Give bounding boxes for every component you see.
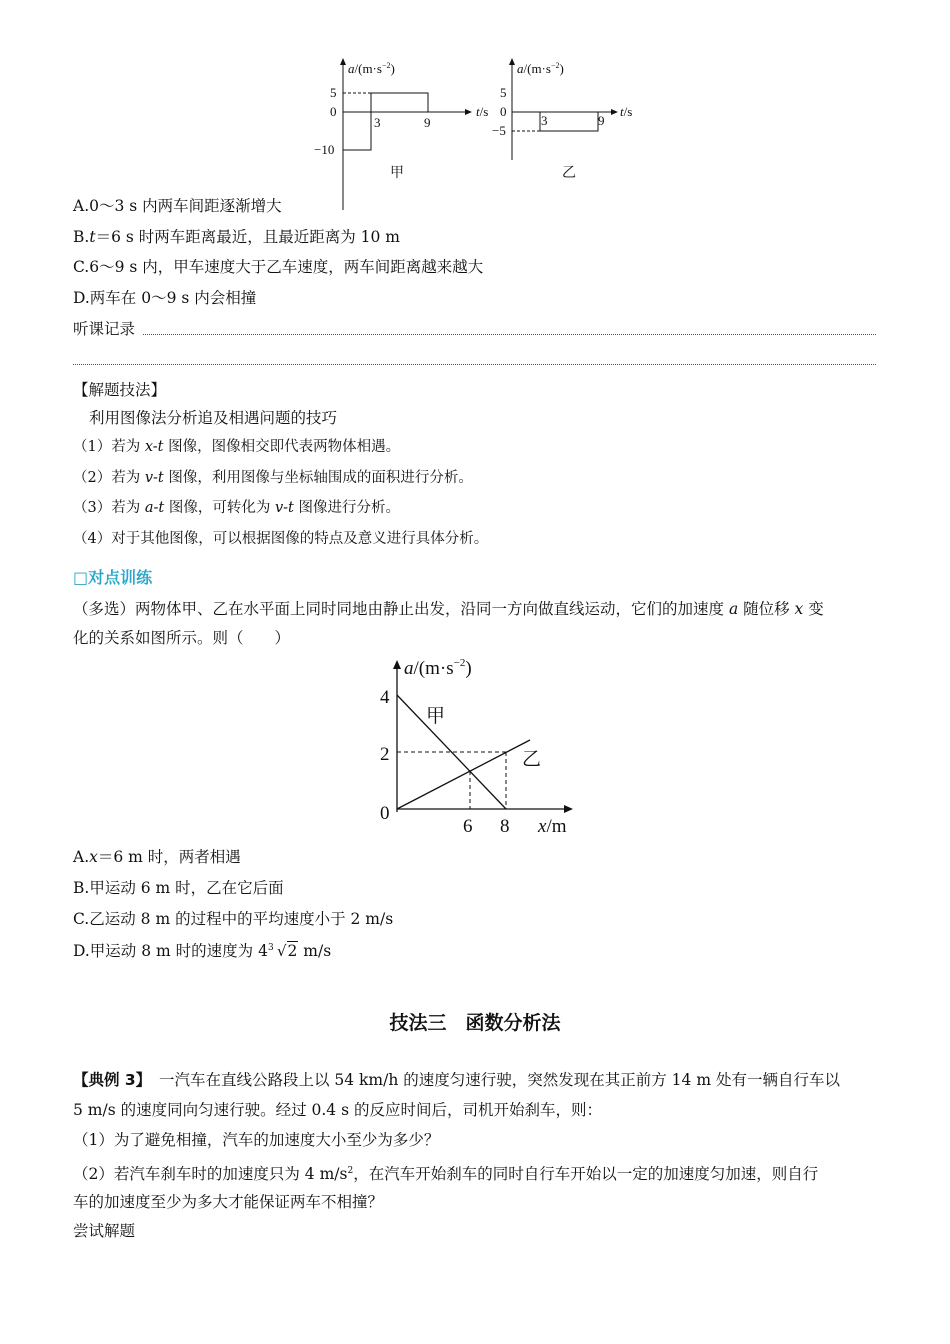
yi-line (397, 740, 530, 809)
method-item-4: （4）对于其他图像，可以根据图像的特点及意义进行具体分析。 (73, 531, 489, 547)
notes-label: 听课记录 (73, 320, 136, 338)
y-tick-4: 4 (380, 687, 390, 708)
y-axis-arrow (393, 660, 401, 669)
q1-option-a: A.0～3 s 内两车间距逐渐增大 (73, 197, 282, 215)
x-tick-9: 9 (598, 113, 605, 128)
example3-q2: （2）若汽车刹车时的加速度只为 4 $m/s^2$，在汽车开始刹车的同时自行车开始以一定的加速度匀加速，则自行 (73, 1165, 819, 1184)
x-axis-label: x/m (538, 816, 567, 837)
cube-root: 3 √2 (267, 942, 298, 960)
y-axis-label: $a/(m\cdot s^{-2})$ (517, 61, 564, 76)
y-tick-5: 5 (330, 85, 337, 100)
x-tick-3: 3 (374, 115, 381, 130)
x-tick-6: 6 (463, 816, 473, 837)
y-axis-arrow (340, 58, 346, 65)
graph-yi (492, 58, 632, 181)
q2-option-b: B.甲运动 6 m 时，乙在它后面 (73, 879, 284, 897)
q1-option-b: B.t＝6 s 时两车距离最近，且最近距离为 10 m (73, 228, 401, 246)
label-yi: 乙 (522, 749, 542, 770)
graph-jia (314, 58, 488, 210)
y-tick-2: 2 (380, 744, 390, 765)
section3-title: 技法三 函数分析法 (389, 1012, 561, 1034)
example3-q2-line2: 车的加速度至少为多大才能保证两车不相撞？ (73, 1193, 384, 1211)
method-item-1: （1）若为 x-t 图像，图像相交即代表两物体相遇。 (73, 439, 401, 455)
y-axis-arrow (509, 58, 515, 65)
yi-accel-line (540, 112, 598, 131)
method-subtitle: 利用图像法分析追及相遇问题的技巧 (89, 409, 338, 427)
example3-line1: 【典例 3】 一汽车在直线公路段上以 54 km/h 的速度匀速行驶，突然发现在其正前方 14 m 处有一辆自行车以 (73, 1071, 840, 1089)
q2-option-a: A.x＝6 m 时，两者相遇 (73, 848, 241, 866)
figure-a-x-graph (360, 652, 620, 842)
y-tick-minus5: −5 (492, 123, 506, 138)
y-axis-label: $a/(m\cdot s^{-2})$ (348, 61, 395, 76)
q1-option-c: C.6～9 s 内，甲车速度大于乙车速度，两车间距离越来越大 (73, 258, 484, 276)
method-item-2: （2）若为 v-t 图像，利用图像与坐标轴围成的面积进行分析。 (73, 470, 473, 486)
method-item-3: （3）若为 a-t 图像，可转化为 v-t 图像进行分析。 (73, 500, 400, 516)
notes-line-2 (73, 364, 876, 365)
caption-yi: 乙 (562, 166, 576, 181)
caption-jia: 甲 (390, 166, 404, 181)
label-jia: 甲 (426, 706, 446, 727)
jia-accel-line (343, 93, 428, 150)
x-axis-label: t/s (620, 104, 633, 119)
y-tick-0: 0 (330, 104, 337, 119)
x-axis-arrow (611, 109, 618, 115)
x-axis-arrow (465, 109, 472, 115)
x-axis-arrow (564, 805, 573, 813)
example3-q1: （1）为了避免相撞，汽车的加速度大小至少为多少？ (73, 1131, 440, 1149)
notes-line-1 (143, 334, 876, 335)
y-tick-0: 0 (500, 104, 507, 119)
method-title: 【解题技法】 (73, 381, 167, 399)
x-tick-8: 8 (500, 816, 510, 837)
y-tick-5: 5 (500, 85, 507, 100)
y-tick-0: 0 (380, 803, 390, 824)
q2-option-d: D.甲运动 8 m 时的速度为 4 3 √2 m/s (73, 942, 332, 960)
training-heading: □对点训练 (73, 568, 153, 587)
try-solve-label: 尝试解题 (73, 1222, 136, 1240)
x-tick-3: 3 (541, 113, 548, 128)
q2-option-c: C.乙运动 8 m 的过程中的平均速度小于 2 m/s (73, 910, 394, 928)
training-question-line2: 化的关系如图所示。则（ ） (73, 629, 291, 647)
y-tick-minus10: −10 (314, 142, 335, 157)
example3-line2: 5 m/s 的速度同向匀速行驶。经过 0.4 s 的反应时间后，司机开始刹车，则： (73, 1101, 602, 1119)
q1-option-d: D.两车在 0～9 s 内会相撞 (73, 289, 257, 307)
training-question-line1: （多选）两物体甲、乙在水平面上同时同地由静止出发，沿同一方向做直线运动，它们的加速度 a 随位移 x 变 (73, 600, 824, 618)
y-axis-label: $a/(m\cdot s^{-2})$ (404, 657, 472, 679)
x-tick-9: 9 (424, 115, 431, 130)
x-axis-label: t/s (476, 104, 489, 119)
